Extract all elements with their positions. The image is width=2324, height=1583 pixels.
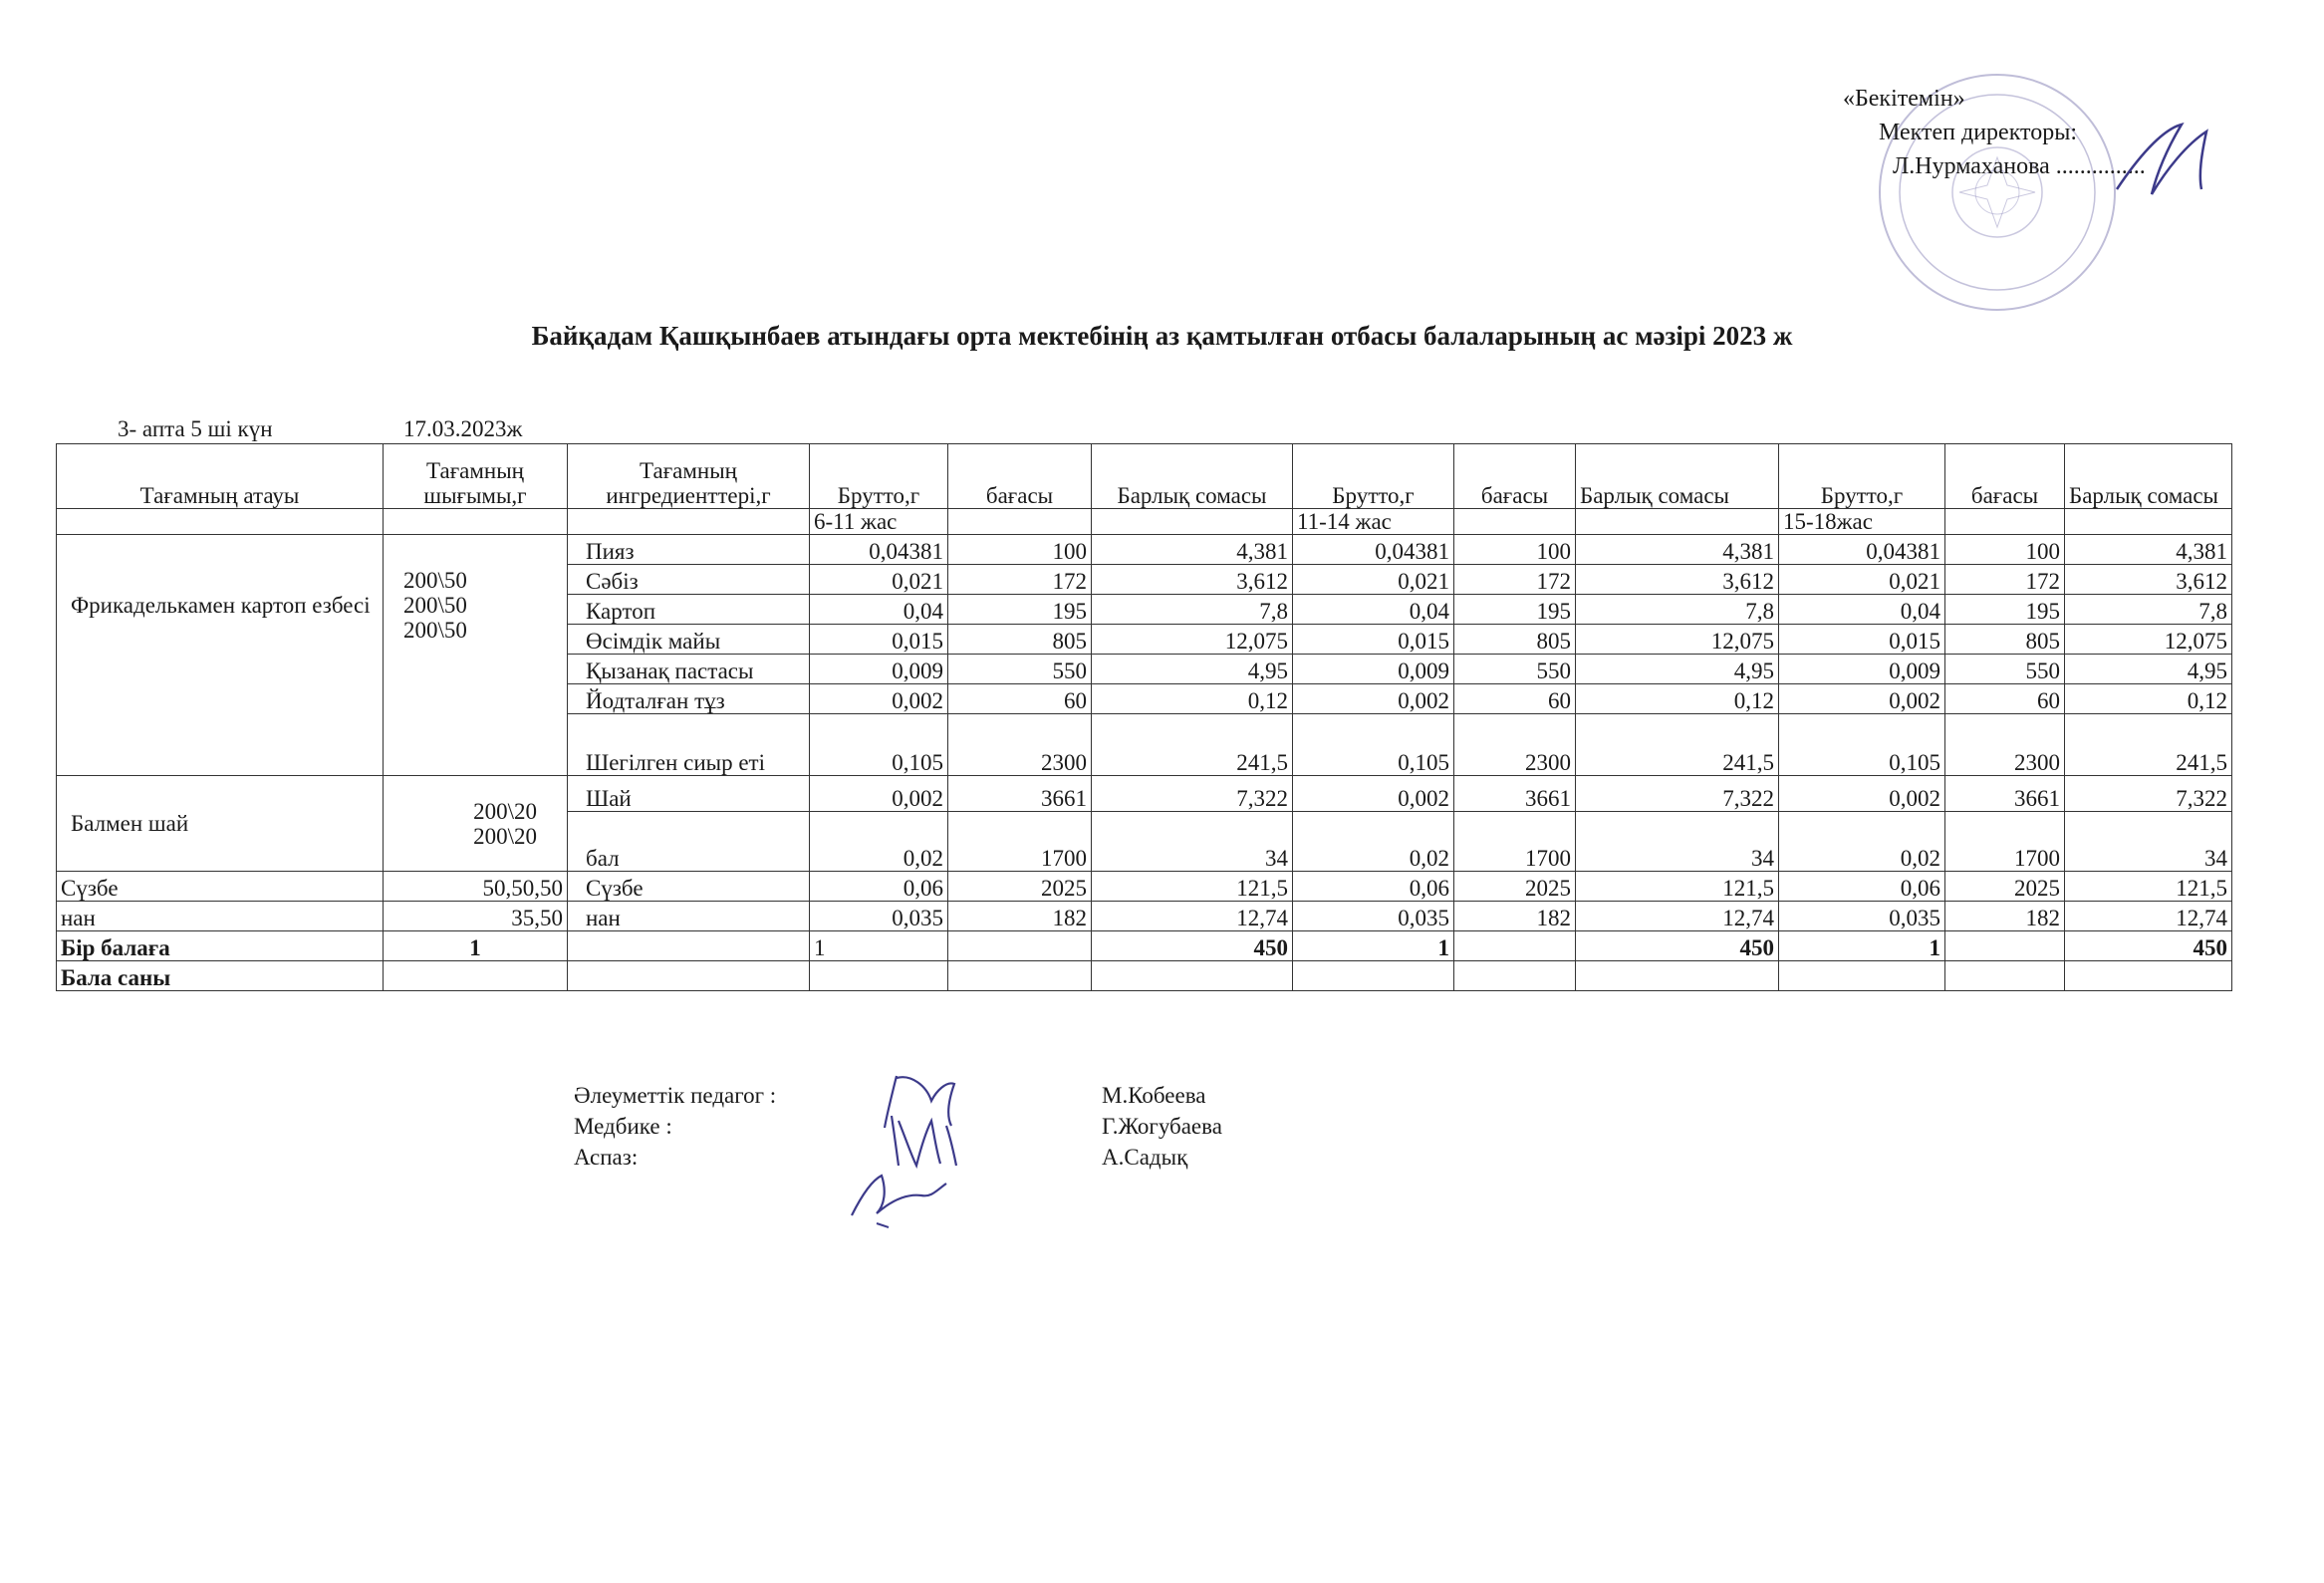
total-value: 0,12 [1576,684,1779,714]
gross-value: 0,002 [1293,776,1454,812]
table-row [57,902,2232,931]
gross-value: 0,002 [810,684,948,714]
gross-value: 0,015 [1293,625,1454,655]
price-value: 172 [948,565,1092,595]
approval-position: Мектеп директоры: [1879,120,2078,145]
gross-value: 0,009 [1779,655,1945,684]
header-gross-2: Брутто,г [1293,444,1454,509]
gross-value: 0,04 [810,595,948,625]
gross-value: 0,04381 [1293,535,1454,565]
ingredient-name: Сәбіз [568,565,810,595]
age-group-3: 15-18жас [1779,509,1945,535]
role-nurse: Медбике : [574,1114,672,1139]
total-value: 12,075 [1576,625,1779,655]
gross-value: 0,009 [810,655,948,684]
header-ingredients: Тағамның ингредиенттері,г [568,444,810,509]
per-child-label: Бір балаға [57,931,384,961]
per-child-yield: 1 [384,931,568,961]
ingredient-name: бал [568,812,810,872]
price-value: 60 [948,684,1092,714]
header-gross-1: Брутто,г [810,444,948,509]
signatory-roles [574,1080,776,1173]
dish-yield-suzbe: 50,50,50 [384,872,568,902]
total-value: 3,612 [1092,565,1293,595]
header-total-3: Барлық сомасы [2065,444,2232,509]
price-value: 182 [948,902,1092,931]
week-day: 3- апта 5 ші күн [118,416,273,441]
header-price-3: бағасы [1945,444,2065,509]
total-value: 34 [2065,812,2232,872]
dish-name-suzbe: Сүзбе [57,872,384,902]
price-value: 172 [1945,565,2065,595]
gross-value: 0,021 [1293,565,1454,595]
ingredient-name: Йодталған тұз [568,684,810,714]
gross-value: 0,06 [810,872,948,902]
price-value: 805 [1945,625,2065,655]
per-child-total-1: 450 [1092,931,1293,961]
dish-yield-nan: 35,50 [384,902,568,931]
total-value: 34 [1576,812,1779,872]
children-count-label: Бала саны [57,961,384,991]
ingredient-name: Өсімдік майы [568,625,810,655]
per-child-count-2: 1 [1293,931,1454,961]
footer-signatures [837,1066,1016,1230]
price-value: 182 [1945,902,2065,931]
age-group-2: 11-14 жас [1293,509,1454,535]
document-title: Байқадам Қашқынбаев атындағы орта мектебінің аз қамтылған отбасы балаларының ас мәзірі 2023 ж [531,321,1793,351]
table-row [57,872,2232,902]
price-value: 2300 [1454,714,1576,776]
total-value: 7,322 [2065,776,2232,812]
price-value: 3661 [1454,776,1576,812]
total-value: 12,74 [1576,902,1779,931]
price-value: 195 [1454,595,1576,625]
per-child-count-1: 1 [810,931,948,961]
name-social-pedagogue: М.Кобеева [1102,1083,1206,1108]
price-value: 550 [1454,655,1576,684]
price-value: 60 [1945,684,2065,714]
total-value: 12,075 [1092,625,1293,655]
total-value: 4,95 [2065,655,2232,684]
gross-value: 0,002 [1779,776,1945,812]
signatory-names [1102,1080,1222,1173]
ingredient-name: Шай [568,776,810,812]
gross-value: 0,035 [810,902,948,931]
price-value: 1700 [1454,812,1576,872]
total-value: 0,12 [2065,684,2232,714]
ingredient-name: Қызанақ пастасы [568,655,810,684]
total-value: 4,95 [1576,655,1779,684]
total-value: 34 [1092,812,1293,872]
age-group-1: 6-11 жас [810,509,948,535]
name-cook: А.Садық [1102,1145,1188,1170]
gross-value: 0,04 [1293,595,1454,625]
approval-director: Л.Нурмаханова ............... [1893,153,2146,179]
price-value: 3661 [1945,776,2065,812]
ingredient-name: Картоп [568,595,810,625]
gross-value: 0,035 [1293,902,1454,931]
price-value: 2300 [948,714,1092,776]
total-value: 4,95 [1092,655,1293,684]
per-child-row [57,931,2232,961]
total-value: 4,381 [1576,535,1779,565]
dish-yield-1: 200\50 200\50 200\50 [384,535,568,776]
gross-value: 0,02 [1293,812,1454,872]
table-row [57,776,2232,812]
total-value: 12,075 [2065,625,2232,655]
price-value: 2025 [1945,872,2065,902]
total-value: 121,5 [1576,872,1779,902]
total-value: 241,5 [1092,714,1293,776]
ingredient-name: нан [568,902,810,931]
price-value: 550 [948,655,1092,684]
dish-name-2: Балмен шай [57,776,384,872]
total-value: 3,612 [1576,565,1779,595]
price-value: 195 [1945,595,2065,625]
header-dish-name: Тағамның атауы [57,444,384,509]
menu-date: 17.03.2023ж [403,416,523,441]
gross-value: 0,02 [1779,812,1945,872]
price-value: 195 [948,595,1092,625]
total-value: 12,74 [2065,902,2232,931]
role-cook: Аспаз: [574,1145,639,1170]
total-value: 7,8 [2065,595,2232,625]
children-count-row [57,961,2232,991]
header-price-2: бағасы [1454,444,1576,509]
header-total-2: Барлық сомасы [1576,444,1779,509]
gross-value: 0,002 [1293,684,1454,714]
price-value: 182 [1454,902,1576,931]
price-value: 100 [1945,535,2065,565]
gross-value: 0,105 [1779,714,1945,776]
header-row [57,444,2232,509]
price-value: 2025 [1454,872,1576,902]
price-value: 100 [1454,535,1576,565]
header-gross-3: Брутто,г [1779,444,1945,509]
price-value: 172 [1454,565,1576,595]
price-value: 3661 [948,776,1092,812]
gross-value: 0,002 [810,776,948,812]
gross-value: 0,009 [1293,655,1454,684]
ingredient-name: Шегілген сиыр еті [568,714,810,776]
ingredient-name: Пияз [568,535,810,565]
price-value: 1700 [1945,812,2065,872]
menu-table [56,443,2232,991]
gross-value: 0,02 [810,812,948,872]
role-social-pedagogue: Әлеуметтік педагог : [574,1083,777,1108]
gross-value: 0,021 [1779,565,1945,595]
price-value: 550 [1945,655,2065,684]
total-value: 4,381 [2065,535,2232,565]
gross-value: 0,002 [1779,684,1945,714]
price-value: 2025 [948,872,1092,902]
ingredient-name: Сүзбе [568,872,810,902]
name-nurse: Г.Жогубаева [1102,1114,1222,1139]
total-value: 121,5 [1092,872,1293,902]
total-value: 7,8 [1576,595,1779,625]
gross-value: 0,105 [1293,714,1454,776]
gross-value: 0,04381 [810,535,948,565]
per-child-total-2: 450 [1576,931,1779,961]
approval-title: «Бекітемін» [1843,86,1965,112]
gross-value: 0,035 [1779,902,1945,931]
dish-name-nan: нан [57,902,384,931]
total-value: 241,5 [1576,714,1779,776]
price-value: 805 [948,625,1092,655]
gross-value: 0,105 [810,714,948,776]
total-value: 121,5 [2065,872,2232,902]
director-signature [2107,120,2226,204]
total-value: 7,322 [1576,776,1779,812]
total-value: 12,74 [1092,902,1293,931]
price-value: 100 [948,535,1092,565]
age-group-row [57,509,2232,535]
total-value: 4,381 [1092,535,1293,565]
gross-value: 0,06 [1293,872,1454,902]
gross-value: 0,04381 [1779,535,1945,565]
table-row [57,535,2232,565]
total-value: 0,12 [1092,684,1293,714]
gross-value: 0,04 [1779,595,1945,625]
gross-value: 0,015 [810,625,948,655]
header-price-1: бағасы [948,444,1092,509]
gross-value: 0,015 [1779,625,1945,655]
price-value: 1700 [948,812,1092,872]
gross-value: 0,06 [1779,872,1945,902]
price-value: 60 [1454,684,1576,714]
total-value: 3,612 [2065,565,2232,595]
header-yield: Тағамның шығымы,г [384,444,568,509]
total-value: 7,322 [1092,776,1293,812]
total-value: 7,8 [1092,595,1293,625]
gross-value: 0,021 [810,565,948,595]
per-child-count-3: 1 [1779,931,1945,961]
total-value: 241,5 [2065,714,2232,776]
per-child-total-3: 450 [2065,931,2232,961]
dish-yield-2: 200\20 200\20 [384,776,568,872]
dish-name-1: Фрикаделькамен картоп езбесі [57,535,384,776]
price-value: 805 [1454,625,1576,655]
header-total-1: Барлық сомасы [1092,444,1293,509]
price-value: 2300 [1945,714,2065,776]
